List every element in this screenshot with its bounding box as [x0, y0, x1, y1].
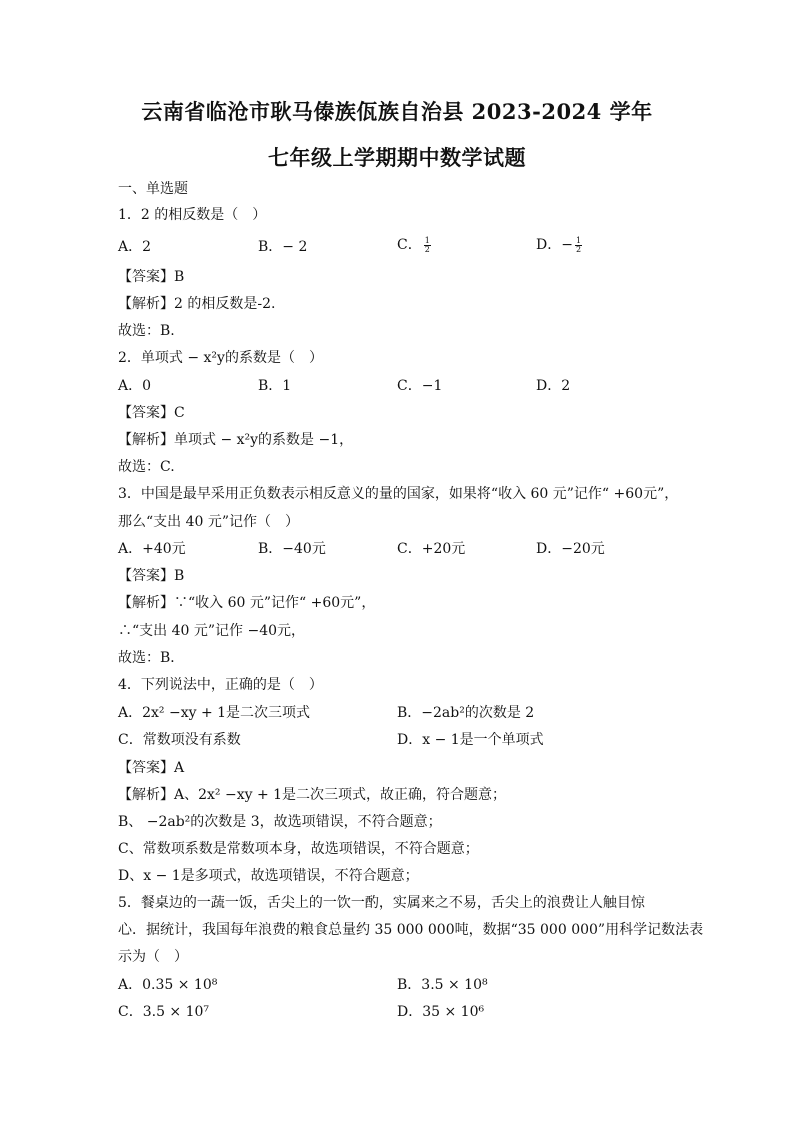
q3-option-c: C．+20元 — [397, 541, 466, 557]
q5-option-d: D．35 × 10⁶ — [397, 1004, 485, 1020]
q5-stem-line-3: 示为（ ） — [118, 949, 188, 965]
q3-stem-line-1: 3．中国是最早采用正负数表示相反意义的量的国家，如果将“收入 60 元”记作“ +60元”， — [118, 486, 679, 502]
q4-stem: 4．下列说法中，正确的是（ ） — [118, 677, 323, 693]
q1-option-d-prefix: D．− — [536, 237, 573, 253]
q4-analysis-line-2: B、 −2ab²的次数是 3，故选项错误，不符合题意； — [118, 814, 442, 830]
q3-option-b: B．−40元 — [258, 541, 326, 557]
q3-analysis-line-1: 【解析】∵“收入 60 元”记作“ +60元”， — [118, 595, 376, 611]
title-line-1: 云南省临沧市耿马傣族佤族自治县 2023-2024 学年 — [141, 99, 653, 124]
q4-option-b: B．−2ab²的次数是 2 — [397, 705, 535, 721]
q1-option-d-fraction — [575, 237, 582, 254]
q3-answer: 【答案】B — [118, 568, 185, 584]
section-label: 一、单选题 — [118, 181, 188, 197]
fraction-numerator: 1 — [424, 235, 430, 245]
q4-analysis-line-3: C、常数项系数是常数项本身，故选项错误，不符合题意； — [118, 841, 479, 857]
q2-analysis: 【解析】单项式 − x²y的系数是 −1， — [118, 432, 354, 448]
q2-conclusion: 故选：C. — [118, 459, 175, 475]
q3-stem-line-2: 那么“支出 40 元”记作（ ） — [118, 514, 300, 530]
q3-conclusion: 故选：B． — [118, 650, 185, 666]
q1-conclusion: 故选：B. — [118, 323, 175, 339]
q2-option-c: C．−1 — [397, 378, 443, 394]
q3-option-d: D．−20元 — [536, 541, 605, 557]
q1-option-a: A．2 — [118, 239, 152, 255]
q1-option-c — [397, 236, 431, 254]
q4-analysis-line-1: 【解析】A、2x² −xy + 1是二次三项式，故正确，符合题意； — [118, 787, 507, 803]
q2-answer: 【答案】C — [118, 405, 185, 421]
q4-answer: 【答案】A — [118, 760, 185, 776]
q1-stem: 1．2 的相反数是（ ） — [118, 207, 267, 223]
q1-analysis: 【解析】2 的相反数是-2. — [118, 296, 276, 312]
q2-option-d: D．2 — [536, 378, 571, 394]
q1-option-b: B．− 2 — [258, 239, 308, 255]
q1-option-c-prefix: C． — [397, 237, 422, 253]
q5-stem-line-1: 5．餐桌边的一蔬一饭，舌尖上的一饮一酌，实属来之不易，舌尖上的浪费让人触目惊 — [118, 895, 645, 911]
q2-option-b: B．1 — [258, 378, 292, 394]
q5-stem-line-2: 心．据统计，我国每年浪费的粮食总量约 35 000 000吨，数据“35 000 000”用科学记数法表 — [118, 922, 704, 938]
q4-analysis-line-4: D、x − 1是多项式，故选项错误，不符合题意； — [118, 868, 419, 884]
fraction-denominator: 2 — [424, 244, 430, 254]
fraction-denominator: 2 — [575, 244, 582, 254]
q3-option-a: A．+40元 — [118, 541, 186, 557]
title-line-2: 七年级上学期期中数学试题 — [268, 145, 526, 170]
q5-option-c: C．3.5 × 10⁷ — [118, 1004, 210, 1020]
q4-option-a: A．2x² −xy + 1是二次三项式 — [118, 705, 311, 721]
q5-option-b: B．3.5 × 10⁸ — [397, 977, 488, 993]
q4-option-c: C．常数项没有系数 — [118, 732, 241, 748]
q2-stem: 2．单项式 − x²y的系数是（ ） — [118, 350, 323, 366]
q3-analysis-line-2: ∴“支出 40 元”记作 −40元， — [118, 623, 306, 639]
q4-option-d: D．x − 1是一个单项式 — [397, 732, 544, 748]
q1-answer: 【答案】B — [118, 269, 185, 285]
fraction-numerator: 1 — [575, 235, 582, 245]
q5-option-a: A．0.35 × 10⁸ — [118, 977, 218, 993]
q1-option-c-fraction — [424, 237, 431, 254]
q2-option-a: A．0 — [118, 378, 152, 394]
q1-option-d — [536, 236, 582, 254]
